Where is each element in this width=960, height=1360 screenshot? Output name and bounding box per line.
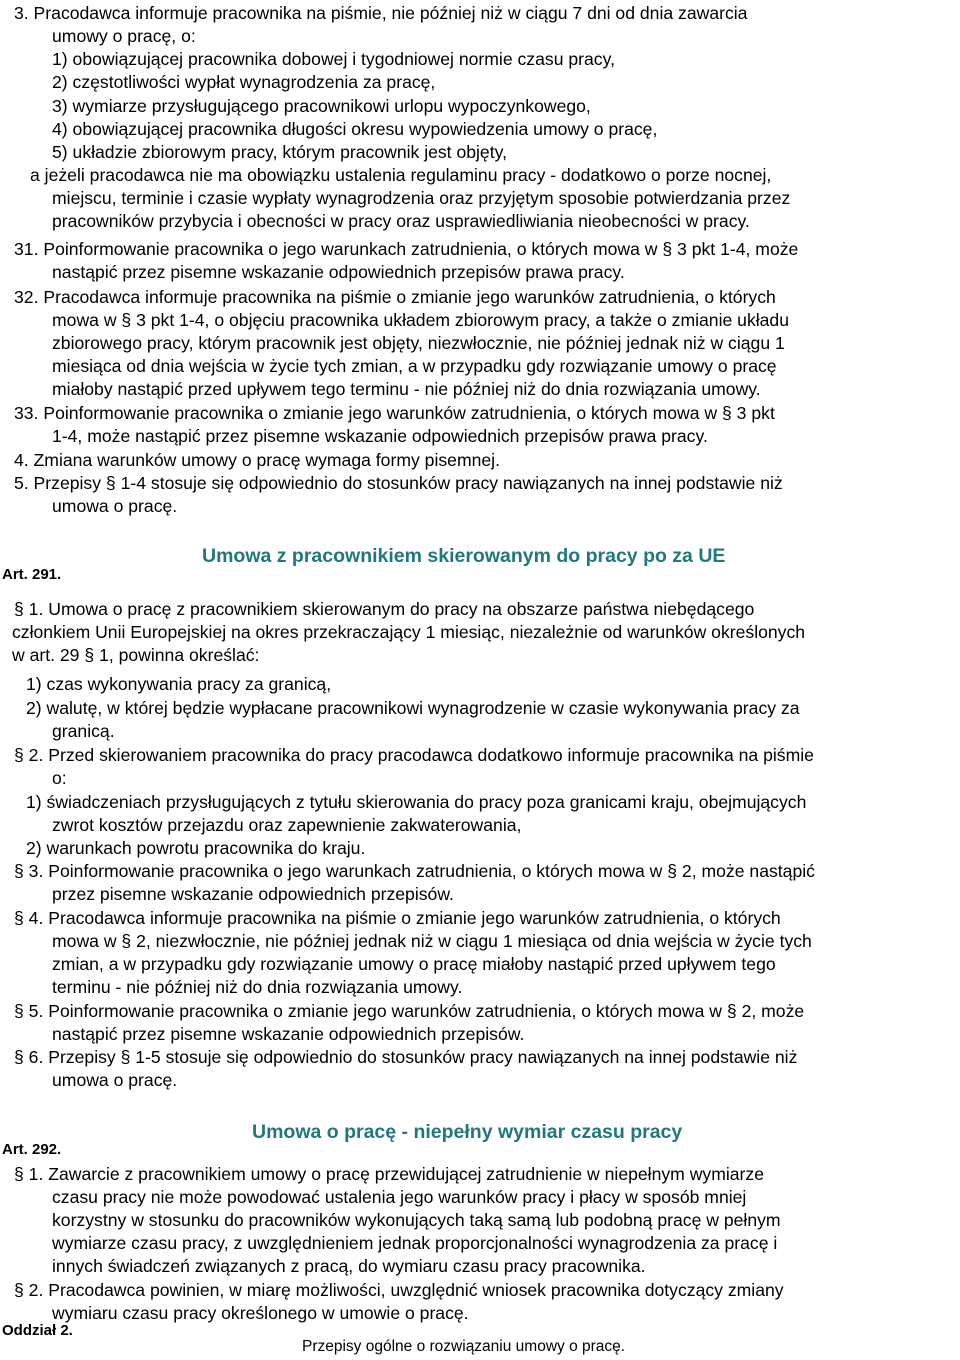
art291-p4-line-2: mowa w § 2, niezwłocznie, nie później jednak niż w ciągu 1 miesiąca od dnia wejścia w życie tych [52,931,812,951]
art291-item-2-line-2: granicą. [52,721,115,741]
art291-p2-line-1: § 2. Przed skierowaniem pracownika do pracy pracodawca dodatkowo informuje pracownika na piśmie [14,745,814,765]
paragraph-4: 4. Zmiana warunków umowy o pracę wymaga formy pisemnej. [14,450,500,470]
art291-p4-line-4: terminu - nie później niż do dnia rozwiązania umowy. [52,977,463,997]
article-291-title: Umowa z pracownikiem skierowanym do pracy po za UE [202,545,726,567]
paragraph-33-line-1: 33. Poinformowanie pracownika o zmianie jego warunków zatrudnienia, o których mowa w § 3 pkt [14,403,775,423]
jezeli-line-2: miejscu, terminie i czasie wypłaty wynagrodzenia oraz przyjętym sposobie potwierdzania przez [52,188,791,208]
art291-p1-line-1: § 1. Umowa o pracę z pracownikiem skierowanym do pracy na obszarze państwa niebędącego [14,599,755,619]
paragraph-32-line-3: zbiorowego pracy, którym pracownik jest objęty, niezwłocznie, nie później jednak niż w ciągu 1 [52,333,785,353]
art292-p1-line-2: czasu pracy nie może powodować ustalenia jego warunków pracy i płacy w sposób mniej [52,1187,747,1207]
paragraph-32-line-4: miesiąca od dnia wejścia w życie tych zmian, a w przypadku gdy rozwiązanie umowy o pracę [52,356,777,376]
paragraph-32-line-2: mowa w § 3 pkt 1-4, o objęciu pracownika układem zbiorowym pracy, a także o zmianie układu [52,310,790,330]
art292-p2-line-2: wymiaru czasu pracy określonego w umowie o pracę. [52,1303,469,1323]
paragraph-33-line-2: 1-4, może nastąpić przez pisemne wskazanie odpowiednich przepisów prawa pracy. [52,426,708,446]
paragraph-32-line-5: miałoby nastąpić przed upływem tego terminu - nie później niż do dnia rozwiązania umowy. [52,379,761,399]
art291-p3-line-1: § 3. Poinformowanie pracownika o jego warunkach zatrudnienia, o których mowa w § 2, może nastąpić [14,861,815,881]
art291-p4-line-1: § 4. Pracodawca informuje pracownika na piśmie o zmianie jego warunków zatrudnienia, o których [14,908,781,928]
section-heading: Oddział 2. [2,1322,73,1339]
art291-p1-line-2: członkiem Unii Europejskiej na okres przekraczający 1 miesiąc, niezależnie od warunków określonych [12,622,806,642]
art291-j2: 2) warunkach powrotu pracownika do kraju. [26,838,366,858]
art291-p5-line-1: § 5. Poinformowanie pracownika o zmianie jego warunków zatrudnienia, o których mowa w § 2, może [14,1001,805,1021]
art291-p4-line-3: zmian, a w przypadku gdy rozwiązanie umowy o pracę miałoby nastąpić przed upływem tego [52,954,776,974]
page-footer: Przepisy ogólne o rozwiązaniu umowy o pracę. [302,1338,626,1355]
list-item: 1) obowiązującej pracownika dobowej i tygodniowej normie czasu pracy, [52,49,615,69]
art291-item-1: 1) czas wykonywania pracy za granicą, [26,674,332,694]
art291-p3-line-2: przez pisemne wskazanie odpowiednich przepisów. [52,884,454,904]
paragraph-5-line-2: umowa o pracę. [52,496,178,516]
art292-p1-line-4: wymiarze czasu pracy, z uwzględnieniem jednak proporcjonalności wynagrodzenia za pracę i [52,1233,778,1253]
art291-j1-line-2: zwrot kosztów przejazdu oraz zapewnienie zakwaterowania, [52,815,522,835]
art292-p1-line-1: § 1. Zawarcie z pracownikiem umowy o pracę przewidującej zatrudnienie w niepełnym wymiarze [14,1164,765,1184]
art291-item-2-line-1: 2) walutę, w której będzie wypłacane pracownikowi wynagrodzenie w czasie wykonywania pracy za [26,698,800,718]
list-item: 3) wymiarze przysługującego pracownikowi urlopu wypoczynkowego, [52,96,591,116]
art291-p5-line-2: nastąpić przez pisemne wskazanie odpowiednich przepisów. [52,1024,525,1044]
article-292-title: Umowa o pracę - niepełny wymiar czasu pracy [252,1121,683,1143]
art291-p6-line-1: § 6. Przepisy § 1-5 stosuje się odpowiednio do stosunków pracy nawiązanych na innej podstawie niż [14,1047,798,1067]
art291-p1-line-3: w art. 29 § 1, powinna określać: [12,645,260,665]
paragraph-32-line-1: 32. Pracodawca informuje pracownika na piśmie o zmianie jego warunków zatrudnienia, o których [14,287,776,307]
article-292-number: Art. 292. [2,1141,62,1158]
paragraph-3-line-1: 3. Pracodawca informuje pracownika na piśmie, nie później niż w ciągu 7 dni od dnia zawarcia [14,3,748,23]
paragraph-31-line-2: nastąpić przez pisemne wskazanie odpowiednich przepisów prawa pracy. [52,262,625,282]
jezeli-line-1: a jeżeli pracodawca nie ma obowiązku ustalenia regulaminu pracy - dodatkowo o porze nocnej, [30,165,772,185]
paragraph-31-line-1: 31. Poinformowanie pracownika o jego warunkach zatrudnienia, o których mowa w § 3 pkt 1-4, może [14,239,799,259]
art292-p2-line-1: § 2. Pracodawca powinien, w miarę możliwości, uwzględnić wniosek pracownika dotyczący zmiany [14,1280,784,1300]
list-item: 2) częstotliwości wypłat wynagrodzenia za pracę, [52,72,436,92]
art291-p2-line-2: o: [52,768,67,788]
art292-p1-line-3: korzystny w stosunku do pracowników wykonujących taką samą lub podobną pracę w pełnym [52,1210,781,1230]
list-item: 4) obowiązującej pracownika długości okresu wypowiedzenia umowy o pracę, [52,119,658,139]
jezeli-line-3: pracowników przybycia i obecności w pracy oraz usprawiedliwiania nieobecności w pracy. [52,211,750,231]
art291-p6-line-2: umowa o pracę. [52,1070,178,1090]
art291-j1-line-1: 1) świadczeniach przysługujących z tytułu skierowania do pracy poza granicami kraju, obejmujących [26,792,807,812]
art292-p1-line-5: innych świadczeń związanych z pracą, do wymiaru czasu pracy pracownika. [52,1256,646,1276]
article-291-number: Art. 291. [2,566,62,583]
paragraph-5-line-1: 5. Przepisy § 1-4 stosuje się odpowiednio do stosunków pracy nawiązanych na innej podstawie niż [14,473,783,493]
paragraph-3-line-2: umowy o pracę, o: [52,26,196,46]
list-item: 5) układzie zbiorowym pracy, którym pracownik jest objęty, [52,142,507,162]
